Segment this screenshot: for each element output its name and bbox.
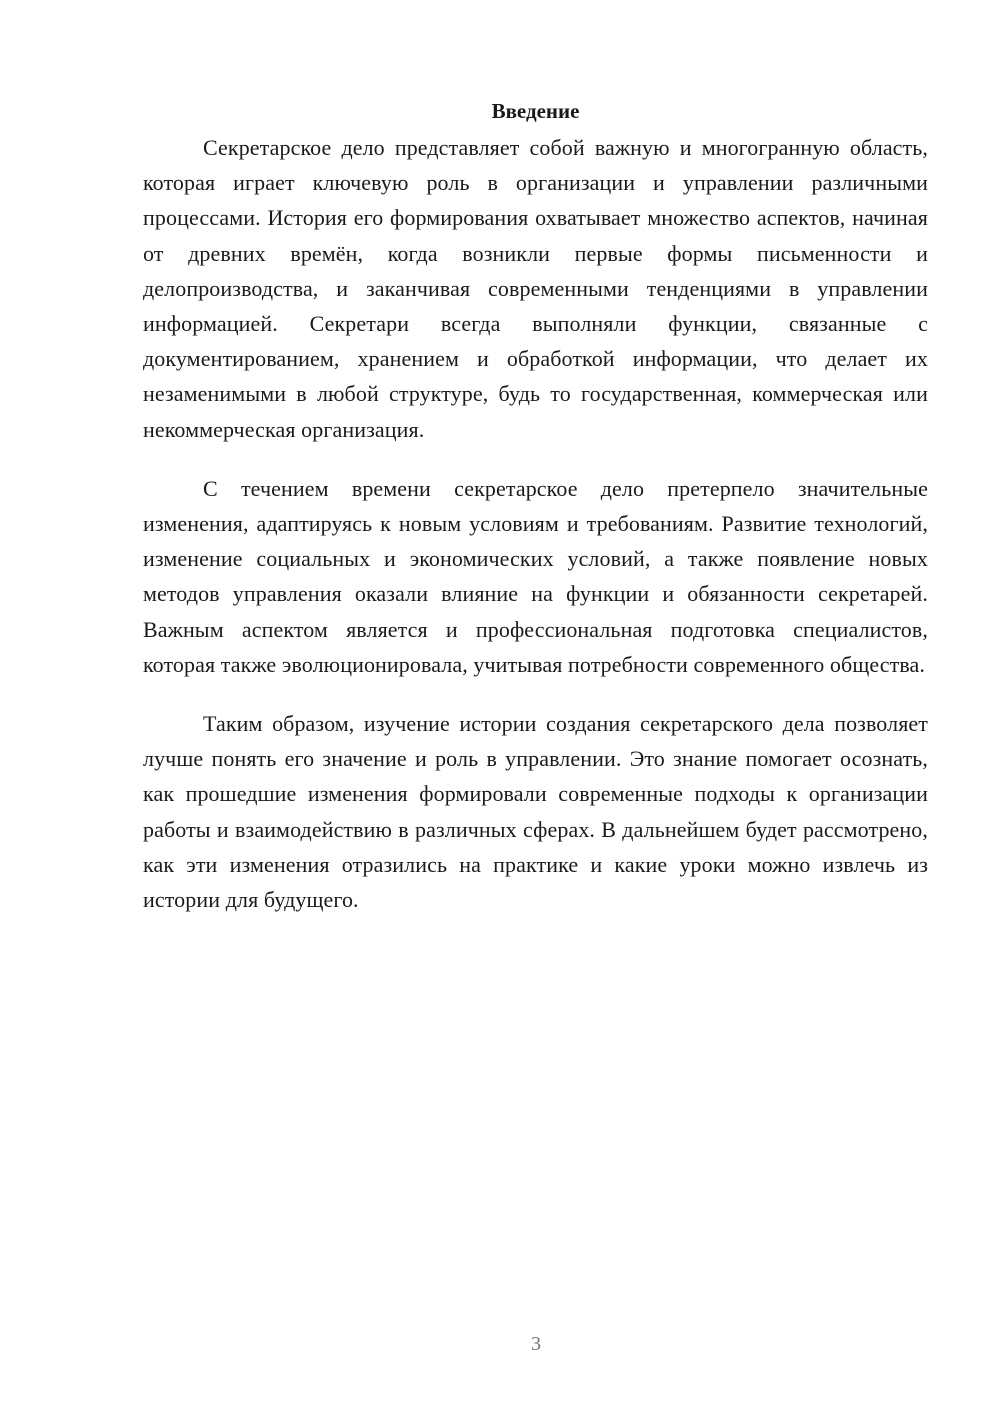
section-title: Введение xyxy=(491,99,580,123)
page-number: 3 xyxy=(531,1333,541,1355)
document-body xyxy=(143,96,928,941)
paragraph-3: Таким образом, изучение истории создания секретарского дела позволяет лучше понять его значение и роль в управлении. Это знание помогает осознать, как прошедшие изменения формировали современные подходы к организации работы и взаимодействию в различных сферах. В дальнейшем будет рассмотрено, как эти изменения отразились на практике и какие уроки можно извлечь из истории для будущего. xyxy=(143,711,928,913)
paragraph-1: Секретарское дело представляет собой важную и многогранную область, которая играет ключевую роль в организации и управлении различными процессами. История его формирования охватывает множество аспектов, начиная от древних времён, когда возникли первые формы письменности и делопроизводства, и заканчивая современными тенденциями в управлении информацией. Секретари всегда выполняли функции, связанные с документированием, хранением и обработкой информации, что делает их незаменимыми в любой структуре, будь то государственная, коммерческая или некоммерческая организация. xyxy=(143,135,928,442)
paragraph-2: С течением времени секретарское дело претерпело значительные изменения, адаптируясь к новым условиям и требованиям. Развитие технологий, изменение социальных и экономических условий, а также появление новых методов управления оказали влияние на функции и обязанности секретарей. Важным аспектом является и профессиональная подготовка специалистов, которая также эволюционировала, учитывая потребности современного общества. xyxy=(143,475,928,677)
